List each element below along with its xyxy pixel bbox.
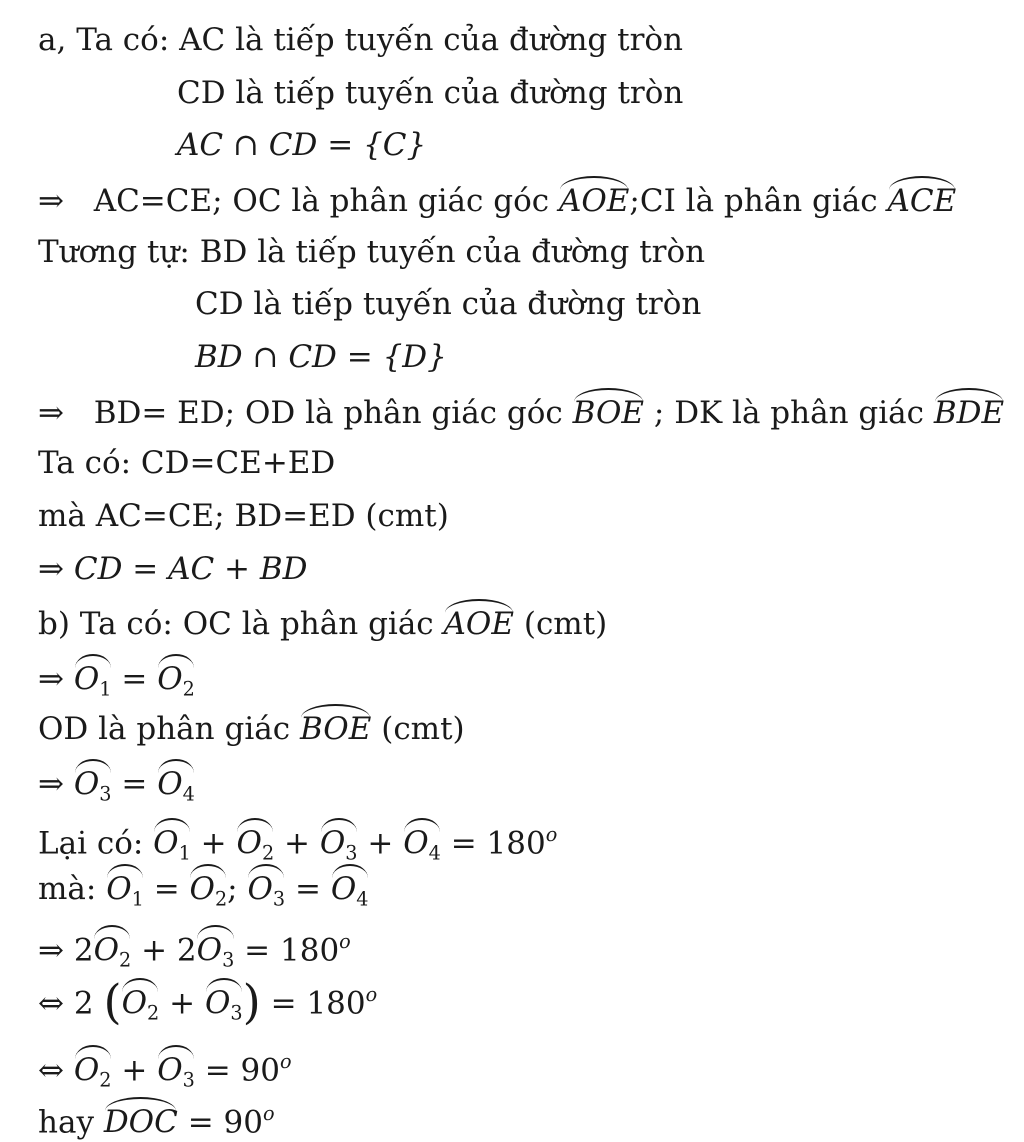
subscript: 3	[99, 782, 112, 806]
conclusion-formula: CD = AC + BD	[73, 551, 308, 587]
implies-symbol: ⇒	[38, 183, 64, 219]
subscript: 1	[99, 677, 112, 701]
subscript: 3	[230, 1002, 243, 1026]
statement-label: Tương tự:	[38, 234, 190, 270]
implies-symbol: ⇒	[38, 932, 64, 969]
implies-symbol: ⇒	[38, 395, 64, 431]
statement-text: (cmt)	[381, 711, 465, 747]
coefficient: 2	[176, 932, 197, 969]
degree-symbol: o	[262, 1102, 275, 1125]
subscript: 3	[182, 1069, 195, 1093]
statement-text: b) Ta có: OC là phân giác	[38, 606, 434, 642]
line-b-13: ⇒ $O_1 = O_2$	[38, 658, 195, 698]
angle-symbol: BOE	[300, 708, 371, 745]
line-b-17: mà: $O_1 = O_2$; $O_3 = O_4$	[38, 868, 368, 908]
subscript: 3	[272, 887, 286, 911]
statement-text: AC là tiếp tuyến của đường tròn	[179, 22, 684, 58]
line-a-1	[38, 20, 683, 60]
line-b-19: ⇔ 2 $(O_2 + O_3) = 180^o$	[38, 975, 378, 1030]
degree-symbol: o	[279, 1050, 292, 1073]
angle-o: O	[121, 985, 148, 1022]
statement-text: (cmt)	[523, 606, 608, 642]
angle-symbol: AOE	[559, 180, 629, 217]
result-value: 90	[223, 1104, 263, 1141]
angle-o: O	[204, 985, 231, 1022]
angle-o: O	[319, 825, 346, 862]
subscript: 1	[131, 887, 144, 911]
statement-text: mà AC=CE; BD=ED (cmt)	[38, 498, 449, 534]
angle-o: O	[196, 932, 223, 969]
line-b-18: ⇒ $2O_2 + 2O_3 = 180^o$	[38, 930, 351, 973]
angle-o: O	[153, 825, 179, 862]
part-a-label: a, Ta có:	[38, 22, 170, 58]
angle-o: O	[157, 766, 183, 802]
angle-symbol: DOC	[104, 1101, 178, 1138]
coefficient: 2	[73, 932, 94, 969]
line-a-4	[38, 180, 956, 220]
line-a-10	[38, 496, 449, 536]
subscript: 2	[147, 1002, 160, 1026]
degree-symbol: o	[365, 983, 378, 1006]
line-a-3	[177, 125, 426, 165]
line-a-8	[38, 392, 1004, 432]
degree-symbol: o	[545, 823, 558, 846]
line-b-14	[38, 708, 465, 748]
subscript: 2	[182, 677, 195, 701]
result-value: 180	[280, 932, 340, 969]
statement-text: BD= ED; OD là phân giác góc	[93, 395, 563, 431]
line-a-6	[195, 284, 701, 324]
angle-o: O	[189, 871, 215, 907]
angle-symbol: BOE	[573, 392, 644, 429]
statement-text: Ta có: CD=CE+ED	[38, 445, 336, 481]
intersection-formula: BD ∩ CD = {D}	[195, 339, 447, 375]
angle-o: O	[403, 825, 429, 862]
subscript: 3	[345, 842, 358, 866]
implies-symbol: ⇒	[38, 661, 64, 697]
statement-text: ;CI là phân giác	[629, 183, 878, 219]
statement-text: CD là tiếp tuyến của đường tròn	[195, 286, 702, 322]
angle-symbol: AOE	[444, 603, 514, 640]
result-value: 180	[486, 825, 546, 862]
line-b-21: hay DOC = $90^o$	[38, 1102, 275, 1141]
statement-label: hay	[38, 1104, 94, 1141]
subscript: 4	[428, 842, 441, 866]
implies-symbol: ⇒	[38, 766, 64, 802]
angle-o: O	[73, 1052, 100, 1089]
angle-o: O	[247, 871, 273, 907]
subscript: 2	[119, 949, 132, 973]
subscript: 4	[182, 782, 195, 806]
angle-o: O	[106, 871, 132, 907]
line-b-15: ⇒ $O_3 = O_4$	[38, 763, 195, 803]
angle-o: O	[157, 1052, 183, 1089]
angle-o: O	[157, 661, 183, 697]
angle-o: O	[73, 766, 100, 802]
result-value: 90	[240, 1052, 280, 1089]
line-b-16: Lại có: $O_1 + O_2 + O_3 + O_4 = 180^o$	[38, 823, 558, 866]
statement-label: mà:	[38, 871, 97, 907]
angle-o: O	[236, 825, 262, 862]
subscript: 2	[261, 842, 275, 866]
subscript: 3	[222, 949, 235, 973]
result-value: 180	[306, 985, 366, 1022]
coefficient: 2	[73, 985, 94, 1022]
line-a-5	[38, 232, 705, 272]
implies-symbol: ⇒	[38, 551, 64, 587]
subscript: 4	[356, 887, 369, 911]
subscript: 2	[214, 887, 228, 911]
angle-symbol: ACE	[888, 180, 957, 217]
angle-o: O	[73, 661, 100, 697]
statement-text: OD là phân giác	[38, 711, 291, 747]
statement-text: CD là tiếp tuyến của đường tròn	[177, 75, 684, 111]
subscript: 1	[178, 842, 191, 866]
iff-symbol: ⇔	[38, 1052, 64, 1089]
angle-o: O	[93, 932, 119, 969]
degree-symbol: o	[339, 930, 351, 953]
statement-text: AC=CE; OC là phân giác góc	[93, 183, 550, 219]
intersection-formula: AC ∩ CD = {C}	[177, 127, 427, 163]
line-a-2	[177, 73, 683, 113]
statement-text: ; DK là phân giác	[653, 395, 925, 431]
line-a-9	[38, 443, 335, 483]
line-b-20: ⇔ $O_2 + O_3 = 90^o$	[38, 1050, 292, 1093]
iff-symbol: ⇔	[38, 985, 64, 1022]
angle-symbol: BDE	[934, 392, 1004, 429]
statement-text: BD là tiếp tuyến của đường tròn	[199, 234, 706, 270]
line-a-11	[38, 549, 308, 589]
line-b-12	[38, 603, 607, 643]
subscript: 2	[99, 1069, 112, 1093]
angle-o: O	[330, 871, 357, 907]
statement-label: Lại có:	[38, 825, 144, 862]
line-a-7	[195, 337, 447, 377]
